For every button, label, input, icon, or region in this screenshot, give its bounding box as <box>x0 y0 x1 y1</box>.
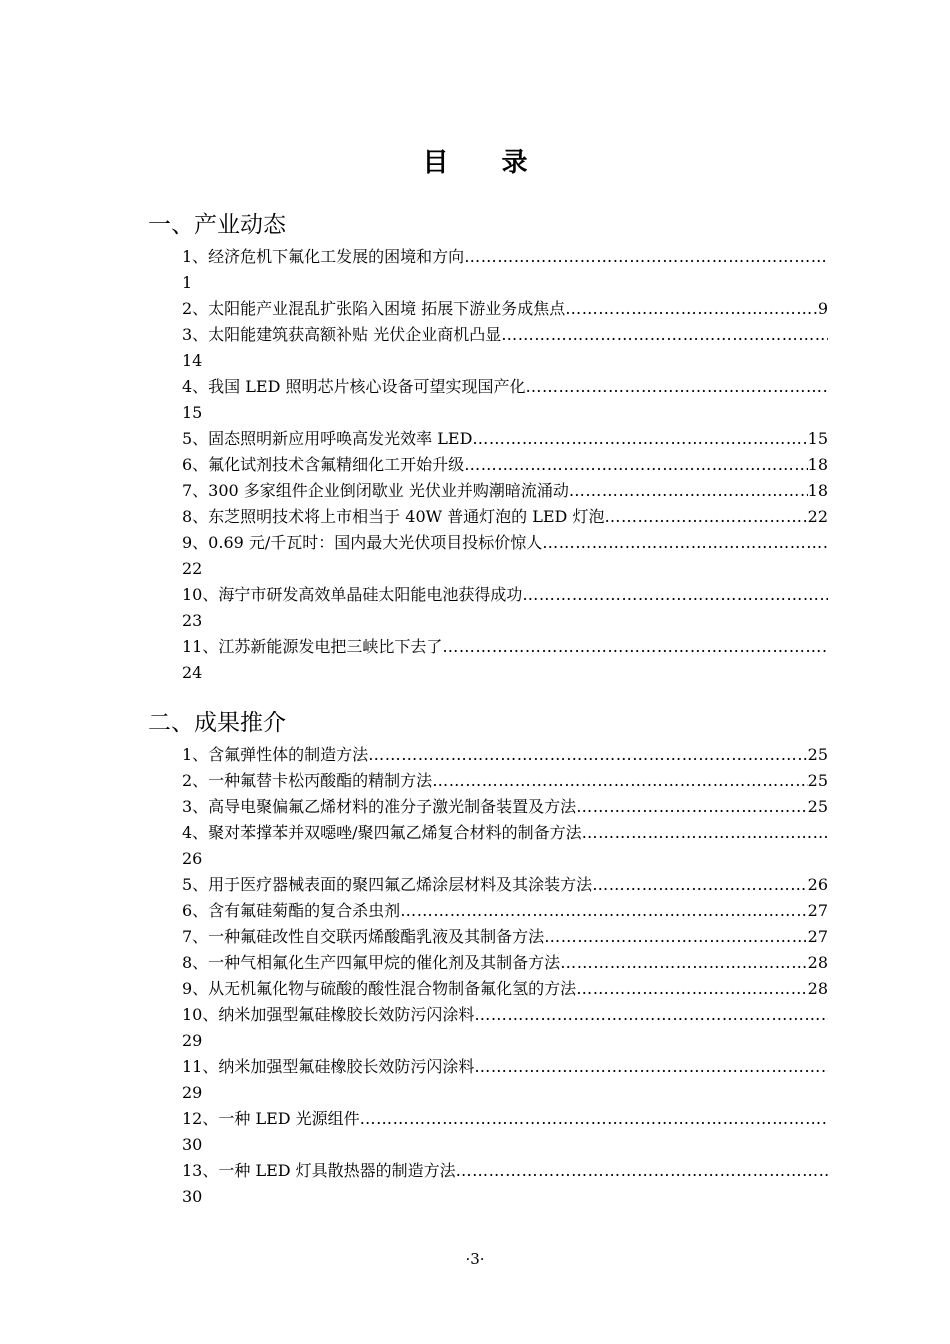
toc-title: 目 录 <box>422 148 550 178</box>
toc-entry-page: 22 <box>182 559 203 578</box>
toc-entry-title: 10、海宁市研发高效单晶硅太阳能电池获得成功 <box>182 585 523 604</box>
toc-entry-title: 4、我国 LED 照明芯片核心设备可望实现国产化 <box>182 377 526 396</box>
toc-entry-title: 5、用于医疗器械表面的聚四氟乙烯涂层材料及其涂装方法 <box>182 875 593 894</box>
toc-entry-page: 26 <box>182 849 203 868</box>
toc-entry-title: 1、经济危机下氟化工发展的困境和方向 <box>182 247 465 266</box>
toc-entry-page: 30 <box>182 1135 203 1154</box>
toc-entry-title: 2、太阳能产业混乱扩张陷入困境 拓展下游业务成焦点 <box>182 299 566 318</box>
toc-dot-leader <box>604 504 807 530</box>
toc-entry[interactable] <box>182 768 828 794</box>
toc-entry-page: 1 <box>182 273 193 292</box>
toc-dot-leader <box>472 426 807 452</box>
page-number: ·3· <box>465 1250 485 1268</box>
toc-entry-title: 7、300 多家组件企业倒闭歇业 光伏业并购潮暗流涌动 <box>182 481 569 500</box>
toc-dot-leader <box>576 794 807 820</box>
toc-entry-page: 29 <box>182 1083 203 1102</box>
toc-entry[interactable] <box>182 374 828 400</box>
toc-entry-page-line <box>182 846 828 872</box>
toc-dot-leader <box>522 582 828 608</box>
toc-dot-leader <box>442 634 828 660</box>
toc-entry[interactable] <box>182 634 828 660</box>
toc-entry-page-line <box>182 1132 828 1158</box>
toc-entry-title: 9、0.69 元/千瓦时：国内最大光伏项目投标价惊人 <box>182 533 543 552</box>
toc-entry-title: 11、江苏新能源发电把三峡比下去了 <box>182 637 443 656</box>
toc-dot-leader <box>464 244 828 270</box>
toc-entry-page-line <box>182 400 828 426</box>
toc-entry-title: 6、氟化试剂技术含氟精细化工开始升级 <box>182 455 465 474</box>
toc-entry[interactable] <box>182 452 828 478</box>
toc-dot-leader <box>526 374 829 400</box>
toc-dot-leader <box>474 1002 828 1028</box>
toc-dot-leader <box>432 768 807 794</box>
toc-entry-title: 10、纳米加强型氟硅橡胶长效防污闪涂料 <box>182 1005 475 1024</box>
toc-dot-leader <box>569 478 808 504</box>
toc-entry[interactable] <box>182 504 828 530</box>
toc-entry-page: 27 <box>807 901 828 920</box>
toc-entry[interactable] <box>182 924 828 950</box>
toc-entry-page: 25 <box>807 745 828 764</box>
toc-entry-title: 9、从无机氟化物与硫酸的酸性混合物制备氟化氢的方法 <box>182 979 577 998</box>
toc-entry-page: 15 <box>182 403 203 422</box>
toc-entry-title: 13、一种 LED 灯具散热器的制造方法 <box>182 1161 456 1180</box>
toc-entry[interactable] <box>182 898 828 924</box>
toc-entry-page: 26 <box>807 875 828 894</box>
toc-entry[interactable] <box>182 1158 828 1184</box>
toc-entry[interactable] <box>182 478 828 504</box>
toc-dot-leader <box>542 530 828 556</box>
toc-entry-page: 9 <box>817 299 828 318</box>
toc-entry-page-line <box>182 348 828 374</box>
toc-entry-title: 5、固态照明新应用呼唤高发光效率 LED <box>182 429 473 448</box>
toc-entry-page-line <box>182 660 828 686</box>
toc-entry[interactable] <box>182 322 828 348</box>
toc-dot-leader <box>544 924 807 950</box>
toc-entry-page-line <box>182 608 828 634</box>
toc-entry[interactable] <box>182 872 828 898</box>
toc-entry-page: 28 <box>807 979 828 998</box>
toc-entry-title: 3、太阳能建筑获高额补贴 光伏企业商机凸显 <box>182 325 502 344</box>
toc-dot-leader <box>400 898 807 924</box>
toc-entry[interactable] <box>182 1106 828 1132</box>
toc-dot-leader <box>582 820 828 846</box>
toc-entry-page: 25 <box>807 797 828 816</box>
toc-entry-page: 29 <box>182 1031 203 1050</box>
toc-entry-title: 6、含有氟硅菊酯的复合杀虫剂 <box>182 901 401 920</box>
toc-entry-page-line <box>182 556 828 582</box>
toc-dot-leader <box>576 976 807 1002</box>
toc-entry-page: 27 <box>807 927 828 946</box>
toc-entry-page: 22 <box>807 507 828 526</box>
toc-dot-leader <box>501 322 828 348</box>
toc-entry-page-line <box>182 1028 828 1054</box>
section-heading-industry: 一、产业动态 <box>148 212 286 238</box>
toc-dot-leader <box>360 1106 828 1132</box>
section-heading-results: 二、成果推介 <box>148 710 286 736</box>
toc-list-industry <box>182 244 828 686</box>
toc-entry[interactable] <box>182 530 828 556</box>
toc-entry-page: 24 <box>182 663 203 682</box>
toc-entry-page: 25 <box>807 771 828 790</box>
toc-entry-title: 2、一种氟替卡松丙酸酯的精制方法 <box>182 771 433 790</box>
toc-entry[interactable] <box>182 426 828 452</box>
toc-entry-page: 14 <box>182 351 203 370</box>
toc-entry-page-line <box>182 1080 828 1106</box>
toc-dot-leader <box>560 950 807 976</box>
toc-entry-page: 23 <box>182 611 203 630</box>
toc-entry[interactable] <box>182 244 828 270</box>
toc-entry[interactable] <box>182 1054 828 1080</box>
toc-dot-leader <box>464 452 807 478</box>
toc-entry-title: 1、含氟弹性体的制造方法 <box>182 745 369 764</box>
toc-dot-leader <box>592 872 807 898</box>
toc-entry-page-line <box>182 270 828 296</box>
toc-entry-page: 28 <box>807 953 828 972</box>
toc-entry-title: 7、一种氟硅改性自交联丙烯酸酯乳液及其制备方法 <box>182 927 545 946</box>
toc-entry[interactable] <box>182 976 828 1002</box>
toc-entry-page: 15 <box>807 429 828 448</box>
toc-entry-title: 8、一种气相氟化生产四氟甲烷的催化剂及其制备方法 <box>182 953 561 972</box>
toc-entry-title: 11、纳米加强型氟硅橡胶长效防污闪涂料 <box>182 1057 475 1076</box>
toc-entry[interactable] <box>182 582 828 608</box>
toc-entry[interactable] <box>182 794 828 820</box>
toc-dot-leader <box>456 1158 828 1184</box>
toc-entry-page-line <box>182 1184 828 1210</box>
toc-dot-leader <box>474 1054 828 1080</box>
toc-entry[interactable] <box>182 742 828 768</box>
toc-entry[interactable] <box>182 296 828 322</box>
toc-entry[interactable] <box>182 950 828 976</box>
toc-entry[interactable] <box>182 820 828 846</box>
toc-dot-leader <box>565 296 818 322</box>
toc-list-results <box>182 742 828 1210</box>
toc-entry[interactable] <box>182 1002 828 1028</box>
toc-entry-title: 3、高导电聚偏氟乙烯材料的准分子激光制备装置及方法 <box>182 797 577 816</box>
toc-entry-title: 12、一种 LED 光源组件 <box>182 1109 360 1128</box>
toc-entry-page: 18 <box>807 455 828 474</box>
toc-entry-title: 8、东芝照明技术将上市相当于 40W 普通灯泡的 LED 灯泡 <box>182 507 605 526</box>
toc-entry-title: 4、聚对苯撑苯并双噁唑/聚四氟乙烯复合材料的制备方法 <box>182 823 582 842</box>
toc-entry-page: 30 <box>182 1187 203 1206</box>
toc-entry-page: 18 <box>807 481 828 500</box>
toc-dot-leader <box>368 742 807 768</box>
